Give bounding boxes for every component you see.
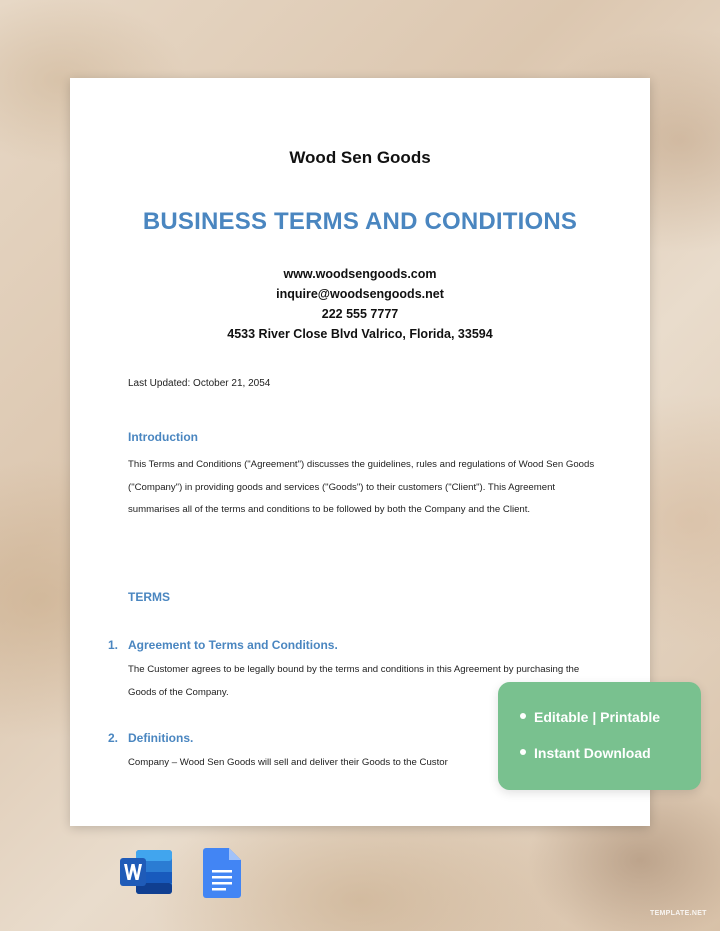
features-badge (498, 682, 701, 790)
introduction-heading: Introduction (128, 430, 198, 444)
document-title: BUSINESS TERMS AND CONDITIONS (142, 208, 578, 235)
term-body: The Customer agrees to be legally bound by the terms and conditions in this Agreement by purchasing the Goods of the Company. (128, 664, 580, 698)
terms-heading: TERMS (128, 590, 170, 604)
term-number: 2. (108, 731, 119, 745)
term-number: 1. (108, 638, 119, 652)
company-name: Wood Sen Goods (289, 148, 431, 167)
term-heading (108, 638, 608, 652)
contact-block (70, 264, 650, 344)
term-body: Company – Wood Sen Goods will sell and deliver their Goods to the Custor (128, 757, 448, 768)
badge-item-label: Instant Download (534, 745, 651, 761)
introduction-body: This Terms and Conditions ("Agreement") discusses the guidelines, rules and regulations of Wood Sen Goods ("Company") in providing goods and services ("Goods") to their customers ("Client"). This Agreement summarises all of the terms and conditions to be followed by both the Company and the Client. (128, 459, 595, 515)
bullet-icon (520, 749, 526, 755)
last-updated: Last Updated: October 21, 2054 (128, 378, 271, 389)
badge-item (520, 709, 660, 725)
bullet-icon (520, 713, 526, 719)
term-title: Agreement to Terms and Conditions. (128, 638, 338, 652)
badge-item-label: Editable | Printable (534, 709, 661, 725)
address-text: 4533 River Close Blvd Valrico, Florida, 33594 (227, 327, 493, 341)
badge-item (520, 745, 651, 761)
term-title: Definitions. (128, 731, 194, 745)
word-icon[interactable] (118, 848, 174, 896)
google-docs-icon[interactable] (203, 848, 241, 898)
email-text: inquire@woodsengoods.net (276, 287, 444, 301)
watermark: TEMPLATE.NET (650, 910, 707, 917)
phone-text: 222 555 7777 (321, 307, 399, 321)
website-text: www.woodsengoods.com (283, 267, 437, 281)
